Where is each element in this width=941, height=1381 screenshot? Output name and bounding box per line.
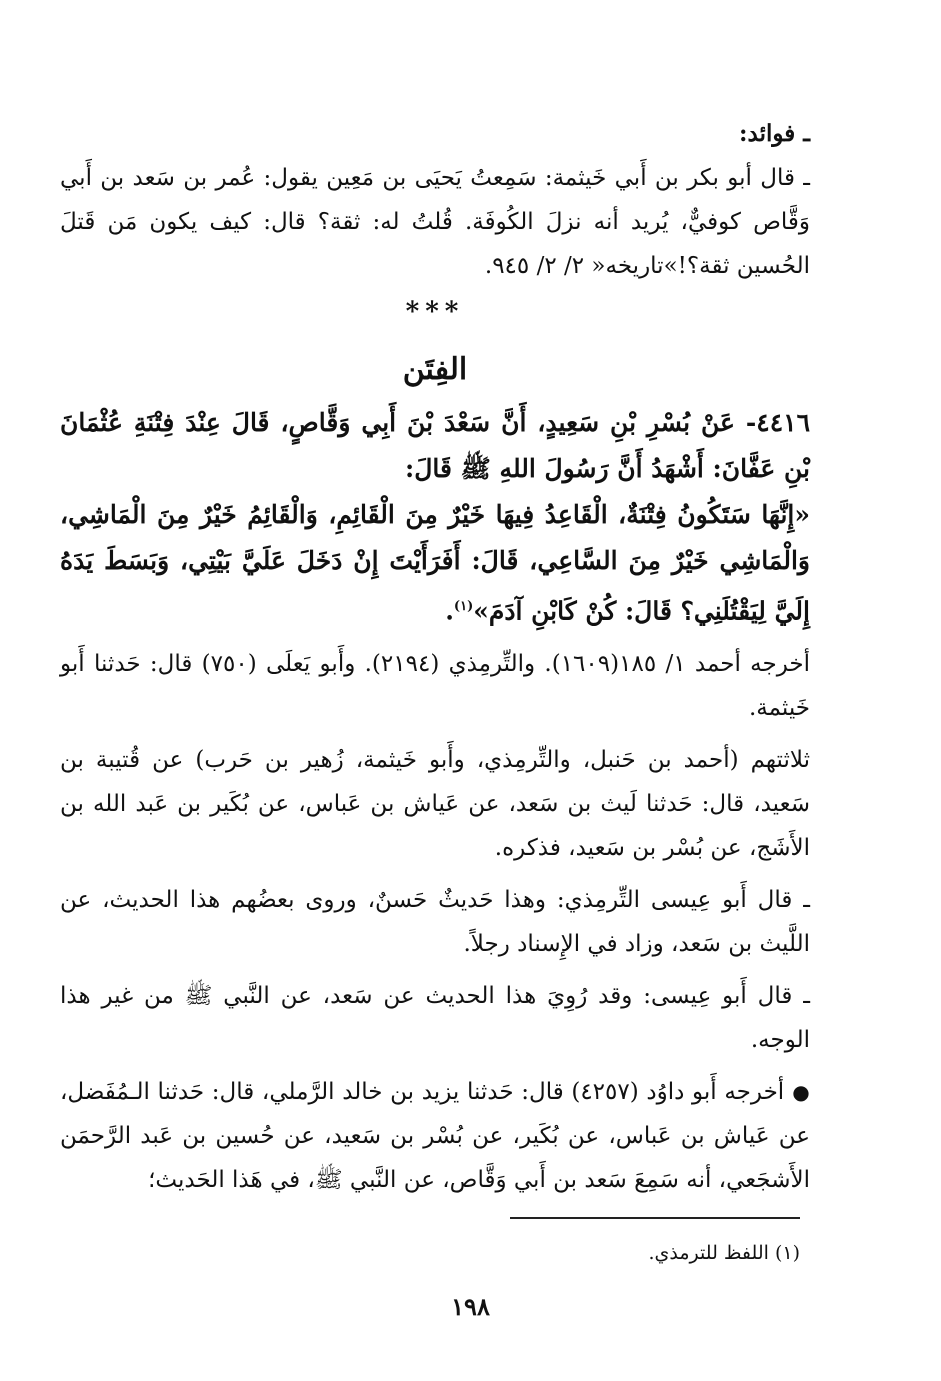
takhrij-paragraph-1: أخرجه أحمد ١/ ١٨٥(١٦٠٩). والتِّرمِذي (٢١٩٤). وأَبو يَعلَى (٧٥٠) قال: حَدثنا أَبو خَيثمة. [60, 651, 810, 722]
hadith-text-paragraph: «إِنَّهَا سَتَكُونُ فِتْنَةٌ، الْقَاعِدُ فِيهَا خَيْرٌ مِنَ الْقَائِمِ، وَالْقَائِمُ خَيْرٌ مِنَ الْمَاشِي، وَالْمَاشِي خَيْرٌ مِنَ السَّاعِي، قَالَ: أَفَرَأَيْتَ إِنْ دَخَلَ عَلَيَّ بَيْتِي، وَبَسَطَ يَدَهُ إِلَيَّ لِيَقْتُلَنِي؟ قَالَ: كُنْ كَابْنِ آدَمَ»$^{(١)}$. [60, 500, 810, 626]
page-number: ١٩٨ [451, 1292, 490, 1321]
hadith-intro: ٤٤١٦- عَنْ بُسْرِ بْنِ سَعِيدٍ، أَنَّ سَعْدَ بْنَ أَبِي وَقَّاصٍ، قَالَ عِنْدَ فِتْنَةِ عُثْمَانَ بْنِ عَفَّانَ: أَشْهَدُ أَنَّ رَسُولَ اللهِ ﷺ قَالَ: [60, 408, 810, 483]
takhrij-paragraph-4: ـ قال أَبو عِيسى: وقد رُوِيَ هذا الحديث عن سَعد، عن النَّبي ﷺ من غير هذا الوجه. [60, 983, 810, 1054]
footnote: (١) اللفظ للترمذي. [648, 1242, 800, 1264]
benefit-paragraph: ـ قال أبو بكر بن أَبي خَيثمة: سَمِعتُ يَحيَى بن مَعِين يقول: عُمر بن سَعد بن أَبي وَقَّاص كوفيٌّ، يُريد أنه نزلَ الكُوفَة. قُلتُ له: ثقة؟ قال: كيف يكون مَن قَتلَ الحُسين ثقة؟!»تاريخه« ٢/ ٢/ ٩٤٥. [60, 165, 810, 279]
takhrij-paragraph-5-text: أخرجه أَبو داوُد (٤٢٥٧) قال: حَدثنا يزيد بن خالد الرَّملي، قال: حَدثنا الـمُفَضل، عن عَياش بن عَباس، عن بُكَير، عن بُسْر بن سَعيد، عن حُسين بن عَبد الرَّحمَن الأَشجَعي، أنه سَمِعَ سَعد بن أَبي وَقَّاص، عن النَّبي ﷺ، في هَذا الحَديث؛ [60, 1079, 810, 1194]
footnote-marker: (١) [453, 599, 474, 614]
section-separator: *** [405, 297, 465, 327]
takhrij-paragraph-5 [60, 1070, 810, 1202]
hadith-text: «إِنَّهَا سَتَكُونُ فِتْنَةٌ، الْقَاعِدُ فِيهَا خَيْرٌ مِنَ الْقَائِمِ، وَالْقَائِمُ خَيْرٌ مِنَ الْمَاشِي، وَالْمَاشِي خَيْرٌ مِنَ السَّاعِي، قَالَ: أَفَرَأَيْتَ إِنْ دَخَلَ عَلَيَّ بَيْتِي، وَبَسَطَ يَدَهُ إِلَيَّ لِيَقْتُلَنِي؟ قَالَ: كُنْ كَابْنِ آدَمَ» [60, 500, 810, 626]
section-title: الفِتَن [402, 352, 468, 387]
takhrij-paragraph-2: ثلاثتهم (أحمد بن حَنبل، والتِّرمِذي، وأَبو خَيثمة، زُهير بن حَرب) عن قُتيبة بن سَعيد، قال: حَدثنا لَيث بن سَعد، عن عَياش بن عَباس، عن بُكَير بن عَبد الله بن الأَشَج، عن بُسْر بن سَعيد، فذكره. [60, 747, 810, 862]
bullet-icon: ● [792, 1080, 810, 1105]
footnote-divider [510, 1217, 800, 1219]
takhrij-paragraph-3: ـ قال أَبو عِيسى التِّرمِذي: وهذا حَديثٌ حَسنٌ، وروى بعضُهم هذا الحديث، عن اللَّيث بن سَعد، وزاد في الإِسناد رجلاً. [60, 887, 810, 958]
benefits-heading: ـ فوائد: [739, 120, 810, 147]
page-body [60, 112, 810, 1202]
